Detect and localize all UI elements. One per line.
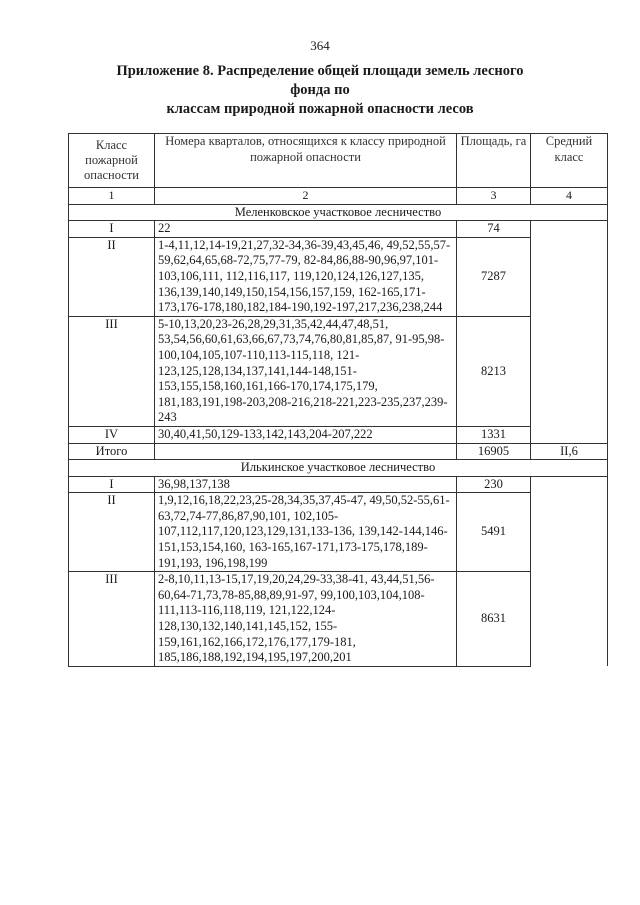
header-quarters: Номера кварталов, относящихся к классу природной пожарной опасности	[155, 134, 457, 188]
table-row	[69, 476, 608, 493]
table-row	[69, 316, 608, 426]
title-line-2: классам природной пожарной опасности лесов	[166, 101, 474, 117]
area-cell: 230	[457, 476, 531, 493]
section-title: Меленковское участковое лесничество	[69, 204, 608, 221]
total-area: 16905	[457, 443, 531, 460]
title-line-1: Приложение 8. Распределение общей площади земель лесного фонда по	[116, 63, 524, 98]
area-cell: 8213	[457, 316, 531, 426]
column-number: 2	[155, 188, 457, 205]
class-cell: I	[69, 476, 155, 493]
header-avg-class: Средний класс	[531, 134, 608, 188]
area-cell: 5491	[457, 493, 531, 572]
header-class: Класс пожарной опасности	[69, 134, 155, 188]
avg-class-cell	[531, 221, 608, 443]
page-number: 364	[310, 38, 330, 53]
quarters-cell: 22	[155, 221, 457, 238]
section-title: Илькинское участковое лесничество	[69, 460, 608, 477]
total-row	[69, 443, 608, 460]
table-row	[69, 572, 608, 667]
total-avg-class: II,6	[531, 443, 608, 460]
area-cell: 74	[457, 221, 531, 238]
class-cell: I	[69, 221, 155, 238]
table-row	[69, 237, 608, 316]
class-cell: II	[69, 237, 155, 316]
quarters-cell: 30,40,41,50,129-133,142,143,204-207,222	[155, 426, 457, 443]
table-row	[69, 493, 608, 572]
document-title	[100, 62, 540, 119]
column-number: 1	[69, 188, 155, 205]
total-quarters-cell	[155, 443, 457, 460]
quarters-cell: 2-8,10,11,13-15,17,19,20,24,29-33,38-41, 43,44,51,56-60,64-71,73,78-85,88,89,91-97, 99,100,103,104,108-111,113-116,118,119, 121,122,124-128,130,132,140,141,145,152, 155-159,161,162,166,172,176,177,179-181, 185,186,188,192,194,195,197,200,201	[155, 572, 457, 667]
column-number: 3	[457, 188, 531, 205]
total-label: Итого	[69, 443, 155, 460]
column-number: 4	[531, 188, 608, 205]
quarters-cell: 1-4,11,12,14-19,21,27,32-34,36-39,43,45,46, 49,52,55,57-59,62,64,65,68-72,75,77-79, 82-84,86,88-90,96,97,101-103,106,111, 112,116,117, 119,120,124,126,127,135, 136,139,140,149,150,154,156,157,159, 162-165,171-173,176-178,180,182,184-190,192-197,217,236,238,244	[155, 237, 457, 316]
area-cell: 1331	[457, 426, 531, 443]
class-cell: III	[69, 316, 155, 426]
table-header-row	[69, 134, 608, 188]
header-area: Площадь, га	[457, 134, 531, 188]
section-row	[69, 204, 608, 221]
class-cell: II	[69, 493, 155, 572]
column-number-row	[69, 188, 608, 205]
avg-class-cell	[531, 476, 608, 666]
area-cell: 7287	[457, 237, 531, 316]
fire-hazard-table	[68, 133, 608, 667]
class-cell: III	[69, 572, 155, 667]
table-row	[69, 426, 608, 443]
class-cell: IV	[69, 426, 155, 443]
section-row	[69, 460, 608, 477]
area-cell: 8631	[457, 572, 531, 667]
table-row	[69, 221, 608, 238]
quarters-cell: 36,98,137,138	[155, 476, 457, 493]
quarters-cell: 5-10,13,20,23-26,28,29,31,35,42,44,47,48,51, 53,54,56,60,61,63,66,67,73,74,76,80,81,85,87, 91-95,98-100,104,105,107-110,113-115,118, 121-123,125,128,134,137,141,144-148,151-153,155,158,160,161,166-170,174,175,179, 181,183,191,198-203,208-216,218-221,223-235,237,239-243	[155, 316, 457, 426]
quarters-cell: 1,9,12,16,18,22,23,25-28,34,35,37,45-47, 49,50,52-55,61-63,72,74-77,86,87,90,101, 102,105-107,112,117,120,123,129,131,133-136, 139,142-144,146-151,153,154,160, 163-165,167-171,173-175,178,189-191,193, 196,198,199	[155, 493, 457, 572]
